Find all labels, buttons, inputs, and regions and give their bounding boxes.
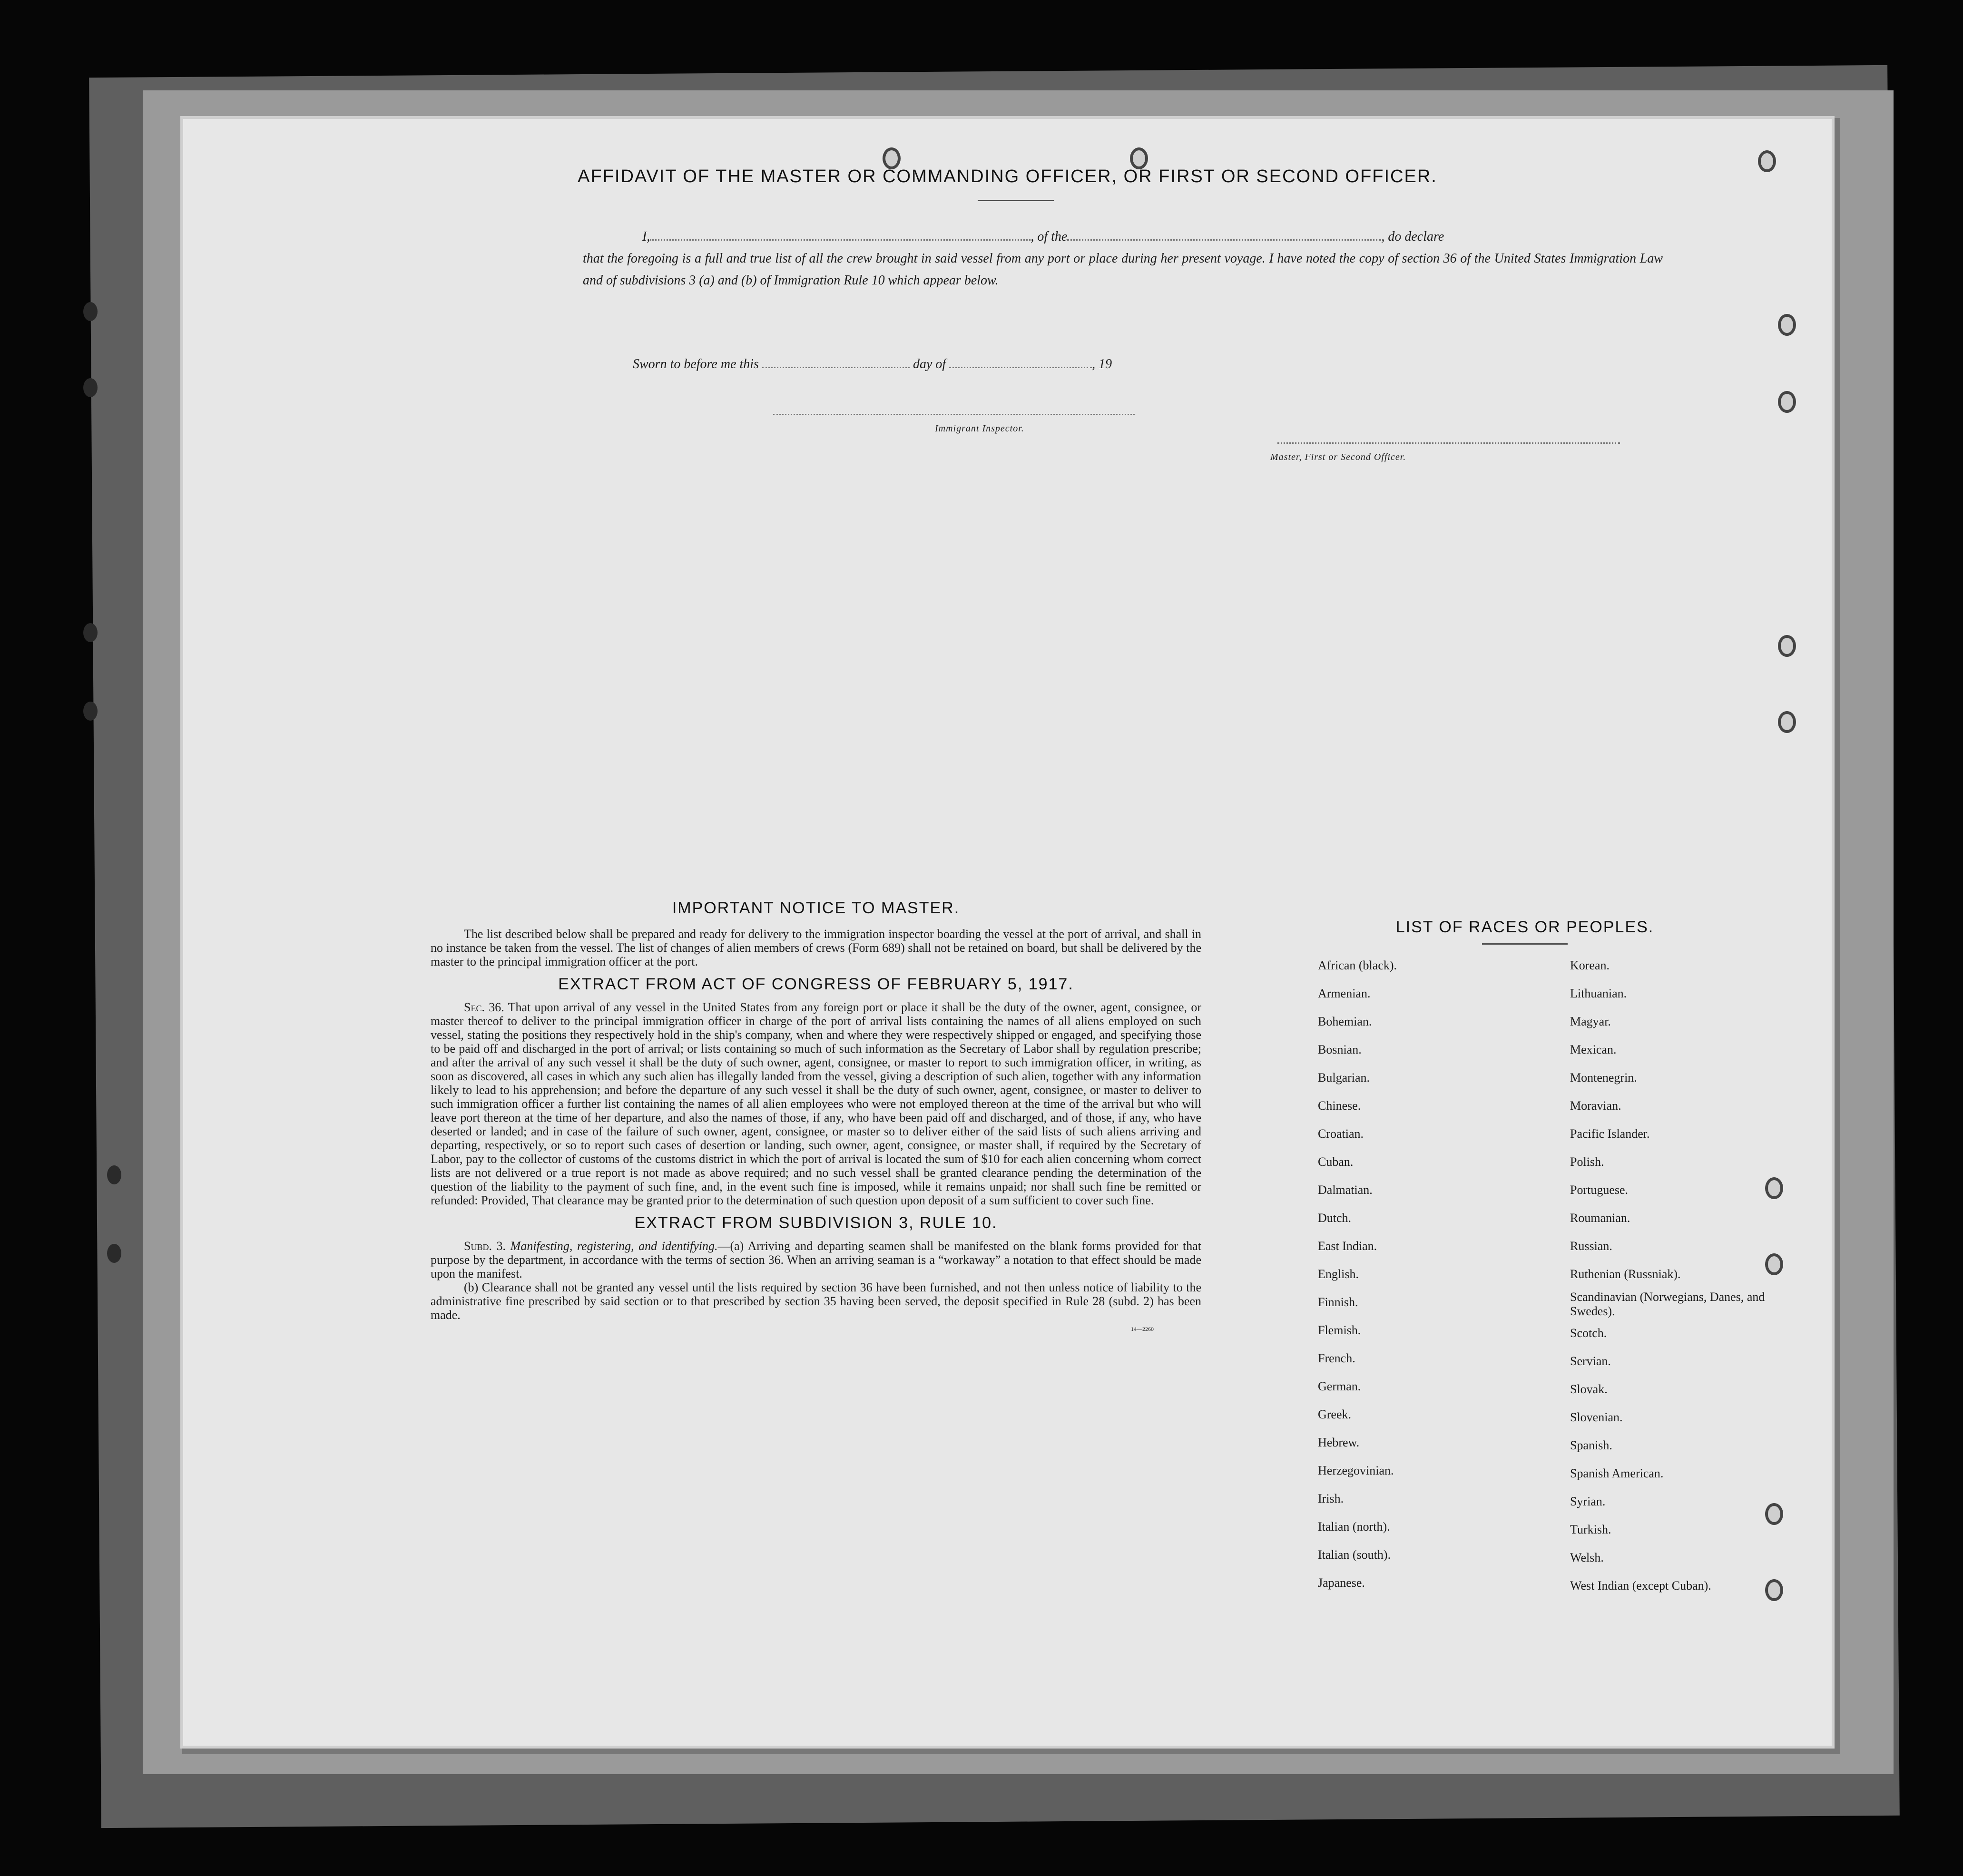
binder-hole [107,1165,121,1184]
race-item: Dutch. [1318,1211,1352,1225]
punch-hole [1778,391,1796,413]
name-blank[interactable] [650,230,1031,241]
race-item: Spanish American. [1570,1466,1664,1480]
race-item: Russian. [1570,1239,1612,1253]
races-columns [1273,951,1777,1600]
race-item: Cuban. [1318,1155,1354,1169]
race-item: Welsh. [1570,1551,1604,1564]
race-item: Portuguese. [1570,1183,1629,1197]
binder-hole [83,623,98,642]
race-item: Croatian. [1318,1127,1364,1141]
race-item: Finnish. [1318,1295,1358,1309]
punch-hole [1778,711,1796,733]
race-item: German. [1318,1379,1361,1393]
punch-hole [1778,314,1796,336]
race-item: Italian (south). [1318,1548,1391,1562]
race-item: Japanese. [1318,1576,1365,1590]
race-item: Roumanian. [1570,1211,1630,1225]
race-item: Ruthenian (Russniak). [1570,1267,1681,1281]
binder-hole [83,302,98,321]
race-item: Greek. [1318,1407,1352,1421]
race-item: Scotch. [1570,1326,1607,1340]
race-item: Spanish. [1570,1438,1612,1452]
sworn-year-label: , 19 [1092,357,1112,371]
section-36-text [431,1000,1201,1207]
subdivision-label: Subd. 3. [464,1239,506,1253]
race-item: Syrian. [1570,1495,1606,1508]
race-item: Armenian. [1318,987,1371,1000]
race-item: African (black). [1318,958,1397,972]
subdivision-a-text [431,1239,1201,1280]
affidavit-of-the-label: , of the [1031,229,1068,244]
races-title: LIST OF RACES OR PEOPLES. [1395,918,1654,936]
race-item: Irish. [1318,1492,1344,1505]
sworn-line [633,357,1112,372]
race-item: French. [1318,1351,1355,1365]
races-right-column [1525,951,1777,1600]
race-item: Moravian. [1570,1099,1621,1113]
race-item: Turkish. [1570,1523,1611,1536]
binder-hole [83,378,98,397]
affidavit-title: AFFIDAVIT OF THE MASTER OR COMMANDING OFFICER, OR FIRST OR SECOND OFFICER. [578,166,1437,186]
master-signature-label: Master, First or Second Officer. [1270,452,1406,462]
subdivision-title: Manifesting, registering, and identifying. [510,1239,718,1253]
subdivision-b-text: (b) Clearance shall not be granted any vessel until the lists required by section 36 have been furnished, and not then unless notice of liability to the administrative fine prescribed by said section or to that prescribed by section 35 having been served, the deposit specified in Rule 28 (subd. 2) has been made. [431,1280,1201,1322]
race-item: Polish. [1570,1155,1604,1169]
affidavit-declare-label: , do declare [1381,229,1444,244]
race-item: West Indian (except Cuban). [1570,1579,1711,1593]
form-number: 14—2260 [1131,1326,1154,1332]
notice-paragraph: The list described below shall be prepared and ready for delivery to the immigration inspector boarding the vessel at the port of arrival, and shall in no instance be taken from the vessel. The list of changes of alien members of crews (Form 689) shall not be retained on board, but shall be delivered by the master to the principal immigration officer at the port. [431,927,1201,968]
section-36-body: That upon arrival of any vessel in the United States from any foreign port or place it shall be the duty of the owner, agent, consignee, or master thereof to deliver to the principal immigration officer in charge of the port of arrival lists containing the names of all aliens employed on such vessel, stating the positions they respectively hold in the ship's company, when and where they were respectively shipped or engaged, and specifying those to be paid off and discharged in the port of arrival; or lists containing so much of such information as the Secretary of Labor shall by regulation prescribe; and after the arrival of any such vessel it shall be the duty of such owner, agent, consignee, or master to report to such immigration officer, in writing, as soon as discovered, all cases in which any such alien has illegally landed from the vessel, giving a description of such alien, together with any information likely to lead to his apprehension; and before the departure of any such vessel it shall be the duty of such owner, agent, consignee, or master to deliver to such immigration officer a further list containing the names of all alien employees who were not employed thereon at the time of the arrival but who will leave port thereon at the time of her departure, and also the names of those, if any, who have been paid off and discharged, and of those, if any, who have deserted or landed; and in case of the failure of such owner, agent, consignee, or master so to deliver either of the said lists of such aliens arriving and departing, respectively, or so to report such cases of desertion or landing, such owner, agent, consignee, or master shall, if required by the Secretary of Labor, pay to the collector of customs of the customs district in which the port of arrival is located the sum of $10 for each alien concerning whom correct lists are not delivered or a true report is not made as above required; and no such vessel shall be granted clearance pending the determination of the question of the liability to the payment of such fine, and, in the event such fine is imposed, while it remains unpaid; nor shall such fine be remitted or refunded: Provided, That clearance may be granted prior to the determination of such question upon deposit of a sum sufficient to cover such fine. [431,1000,1201,1207]
race-item: Italian (north). [1318,1520,1390,1534]
race-item: Herzegovinian. [1318,1464,1394,1477]
extract-subdivision-heading: EXTRACT FROM SUBDIVISION 3, RULE 10. [634,1214,998,1232]
race-item: Mexican. [1570,1043,1617,1056]
sworn-date-blank[interactable] [762,357,910,368]
sworn-prefix: Sworn to before me this [633,357,759,371]
race-item: Servian. [1570,1354,1611,1368]
sworn-day-label: day of [913,357,946,371]
race-item: Lithuanian. [1570,987,1627,1000]
race-item: Bulgarian. [1318,1071,1370,1085]
race-item: Bohemian. [1318,1015,1372,1028]
race-item: Magyar. [1570,1015,1611,1028]
race-item: Hebrew. [1318,1436,1360,1449]
race-item: Pacific Islander. [1570,1127,1650,1141]
affidavit-i-label: I, [642,229,650,244]
races-rule [1482,943,1568,945]
section-36-label: Sec. 36. [464,1000,504,1014]
race-item: East Indian. [1318,1239,1377,1253]
race-item: Flemish. [1318,1323,1361,1337]
race-item: Chinese. [1318,1099,1361,1113]
affidavit-body: that the foregoing is a full and true list of all the crew brought in said vessel from any port or place during her present voyage. I have noted the copy of section 36 of the United States Immigration Law and of subdivisions 3 (a) and (b) of Immigration Rule 10 which appear below. [583,251,1663,288]
vessel-name-blank[interactable] [1067,230,1381,241]
affidavit-text [583,226,1663,292]
race-item: English. [1318,1267,1359,1281]
extract-act-heading: EXTRACT FROM ACT OF CONGRESS OF FEBRUARY 5, 1917. [558,975,1074,993]
race-item: Montenegrin. [1570,1071,1637,1085]
races-left-column [1273,951,1525,1600]
master-signature-blank[interactable] [1277,433,1620,444]
race-item: Slovak. [1570,1382,1608,1396]
binder-hole [107,1244,121,1263]
races-section [1273,918,1777,1600]
inspector-signature-blank[interactable] [773,404,1135,415]
punch-hole [1778,635,1796,657]
subdivision-a-body: —(a) Arriving and departing seamen shall be manifested on the blank forms provided for that purpose by the department, in accordance with the terms of section 36. When an arriving seaman is a “workaway” a notation to that effect should be made upon the manifest. [431,1239,1202,1280]
race-item: Slovenian. [1570,1410,1623,1424]
race-item: Dalmatian. [1318,1183,1373,1197]
inspector-signature-label: Immigrant Inspector. [935,423,1024,434]
race-item: Scandinavian (Norwegians, Danes, and Swedes). [1570,1290,1765,1318]
race-item: Bosnian. [1318,1043,1362,1056]
notice-heading: IMPORTANT NOTICE TO MASTER. [672,899,960,917]
title-rule [978,200,1054,201]
sworn-month-blank[interactable] [949,357,1092,368]
race-item: Korean. [1570,958,1610,972]
binder-hole [83,702,98,721]
notice-section [431,899,1201,1333]
affidavit-page [183,119,1832,1746]
